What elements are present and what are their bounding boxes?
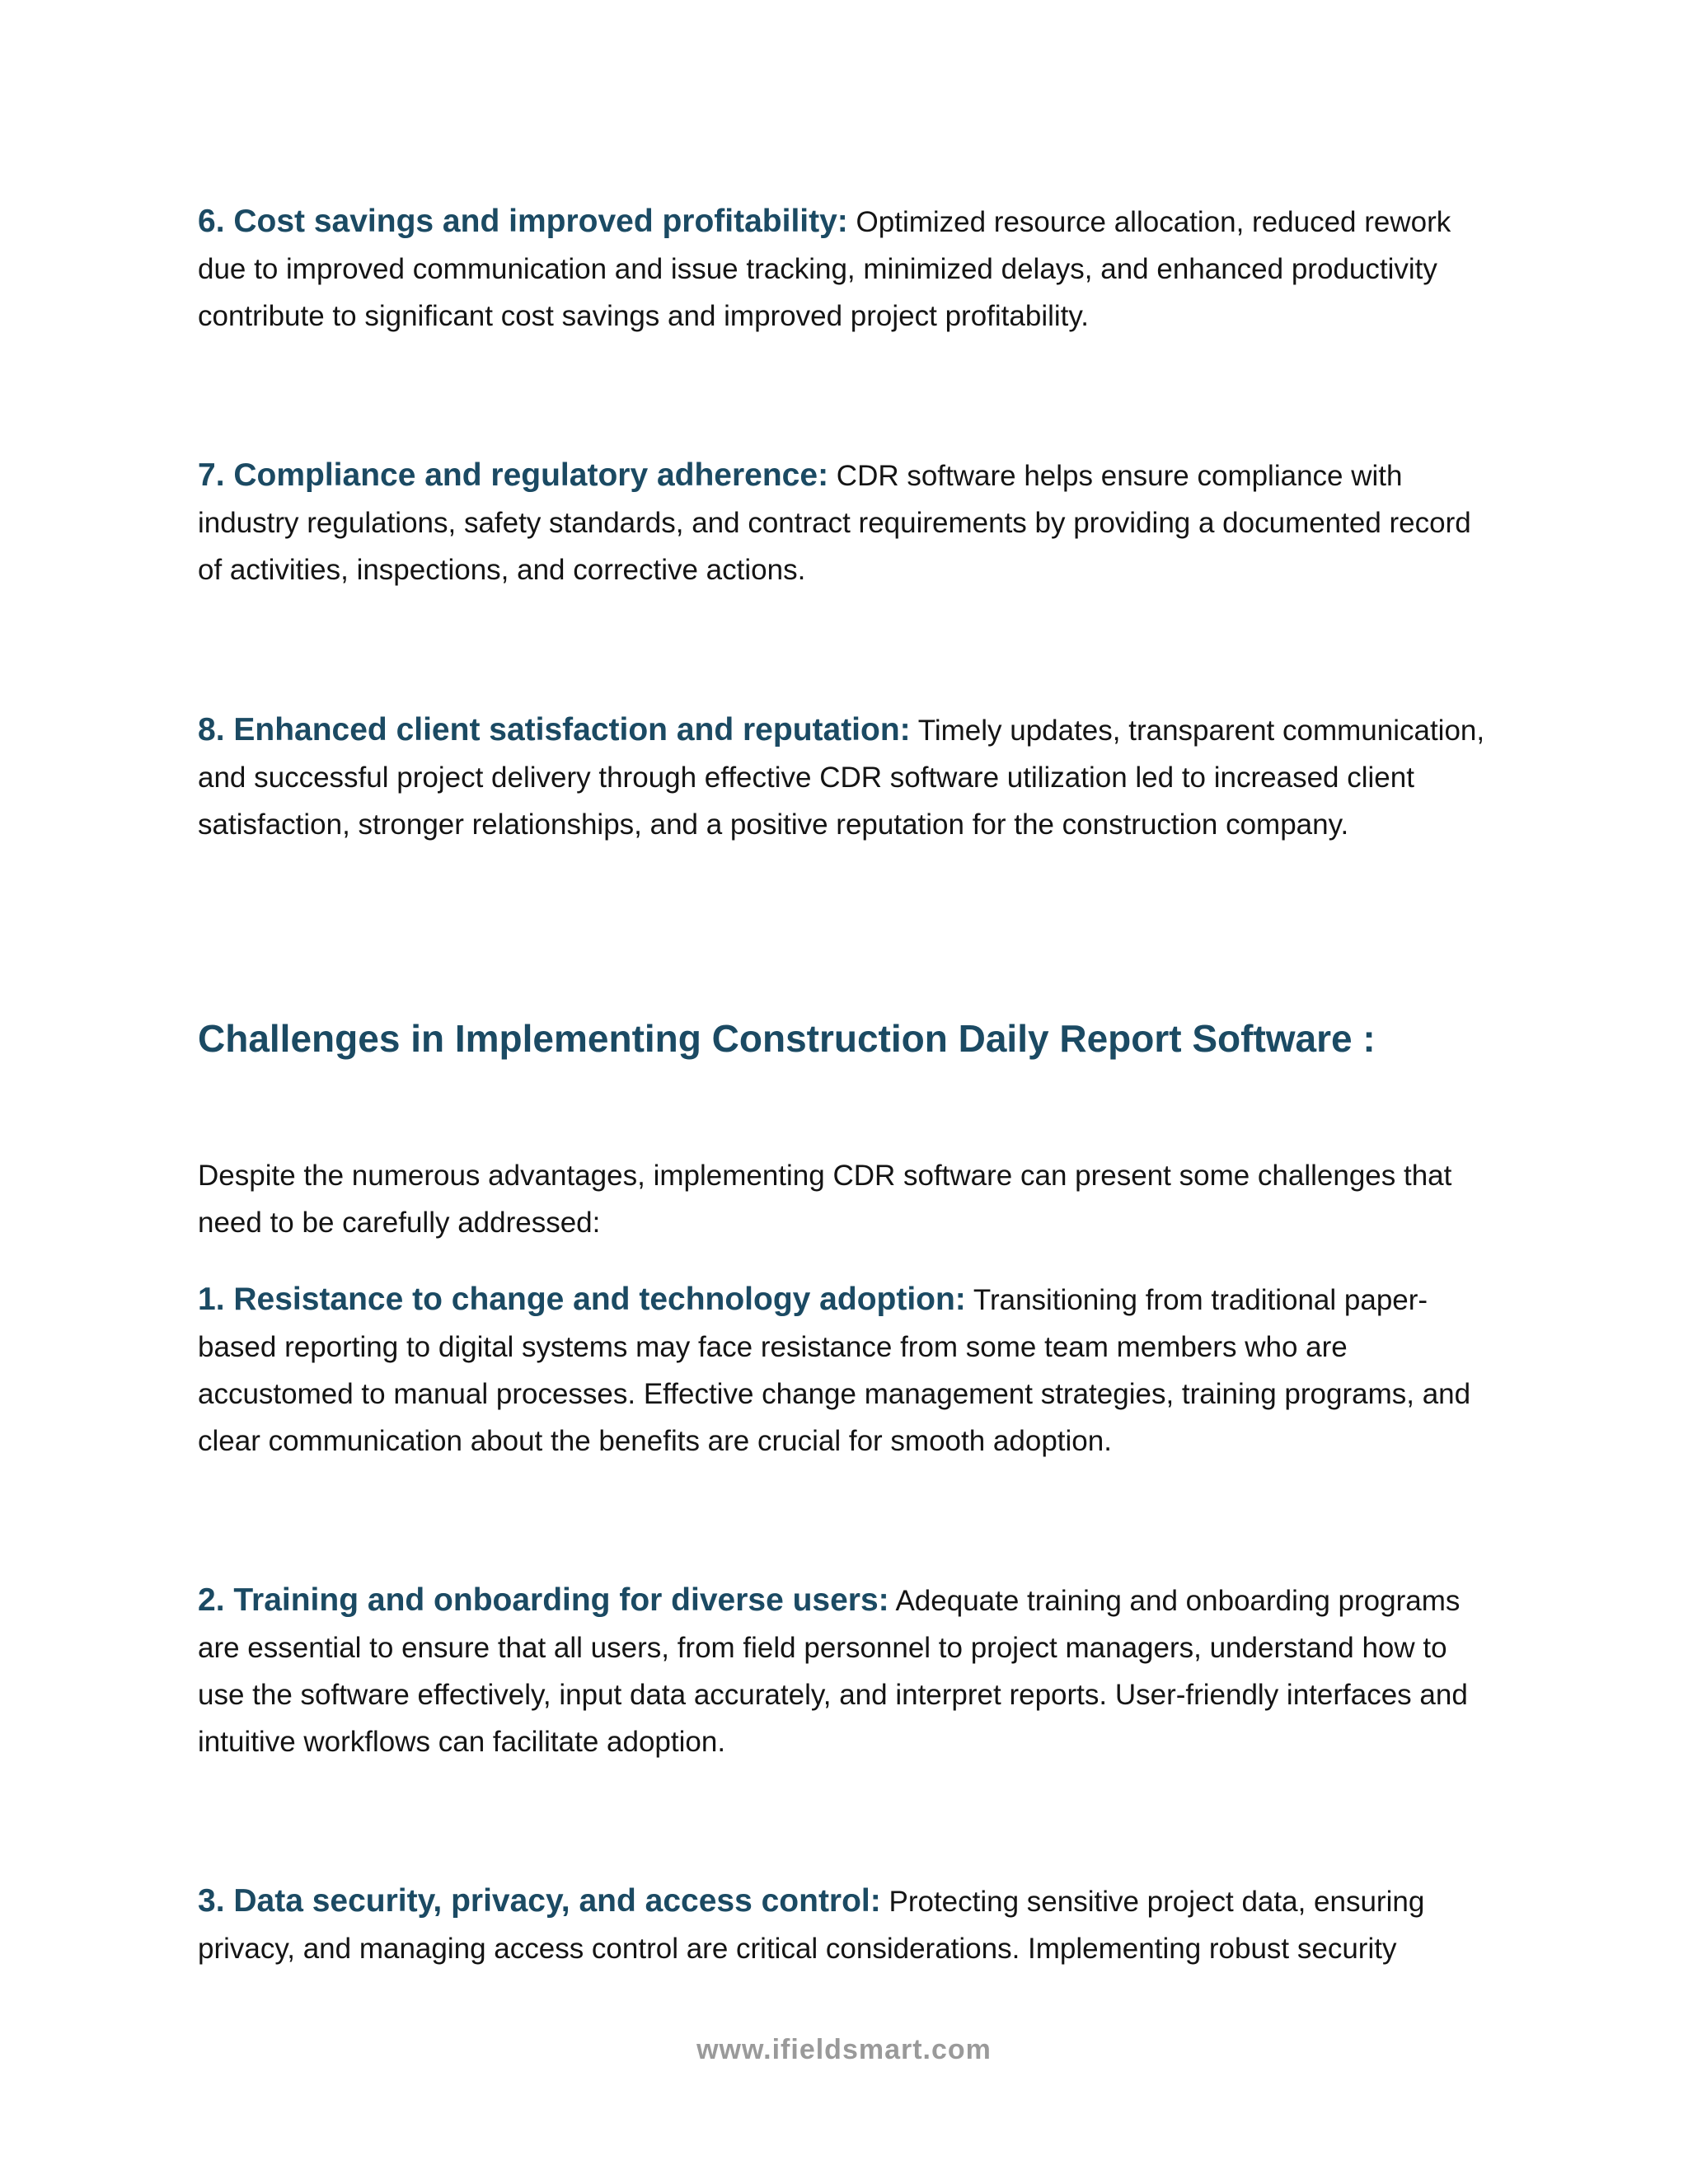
challenge-item-3 xyxy=(198,1877,1500,1972)
benefit-item-8-lead: 8. Enhanced client satisfaction and reputation: xyxy=(198,712,911,748)
benefit-item-7-lead: 7. Compliance and regulatory adherence: xyxy=(198,457,829,493)
benefit-item-7-text: CDR software helps ensure compliance with industry regulations, safety standards, and contract requirements by providing a documented record of activities, inspections, and corrective actions. xyxy=(198,460,1471,586)
benefit-item-7 xyxy=(198,452,1500,593)
challenge-item-1-text: Transitioning from traditional paper-based reporting to digital systems may face resistance from some team members who are accustomed to manual processes. Effective change management strategies, training programs, and clear communication about the benefits are crucial for smooth adoption. xyxy=(198,1284,1471,1457)
section-intro: Despite the numerous advantages, implementing CDR software can present some challenges that need to be carefully addressed: xyxy=(198,1160,1452,1239)
challenge-item-2 xyxy=(198,1577,1500,1765)
footer-url: www.ifieldsmart.com xyxy=(696,2034,992,2065)
benefit-item-6-lead: 6. Cost savings and improved profitability: xyxy=(198,204,848,239)
benefit-item-8-text: Timely updates, transparent communication, and successful project delivery through effective CDR software utilization led to increased client satisfaction, stronger relationships, and a positive reputation for the construction company. xyxy=(198,715,1485,841)
challenge-item-1 xyxy=(198,1276,1500,1465)
challenge-item-2-lead: 2. Training and onboarding for diverse users: xyxy=(198,1582,889,1618)
challenge-item-3-lead: 3. Data security, privacy, and access control: xyxy=(198,1883,881,1919)
section-heading: Challenges in Implementing Construction Daily Report Software : xyxy=(198,1017,1376,1060)
benefit-item-6-text: Optimized resource allocation, reduced rework due to improved communication and issue tracking, minimized delays, and enhanced productivity contribute to significant cost savings and improved project profitability. xyxy=(198,206,1451,332)
benefit-item-8 xyxy=(198,706,1500,848)
challenge-item-2-text: Adequate training and onboarding programs are essential to ensure that all users, from field personnel to project managers, understand how to use the software effectively, input data accurately, and interpret reports. User-friendly interfaces and intuitive workflows can facilitate adoption. xyxy=(198,1585,1468,1758)
challenge-item-1-lead: 1. Resistance to change and technology adoption: xyxy=(198,1282,966,1317)
challenge-item-3-text: Protecting sensitive project data, ensuring privacy, and managing access control are critical considerations. Implementing robust security xyxy=(198,1886,1425,1965)
benefit-item-6 xyxy=(198,198,1500,340)
